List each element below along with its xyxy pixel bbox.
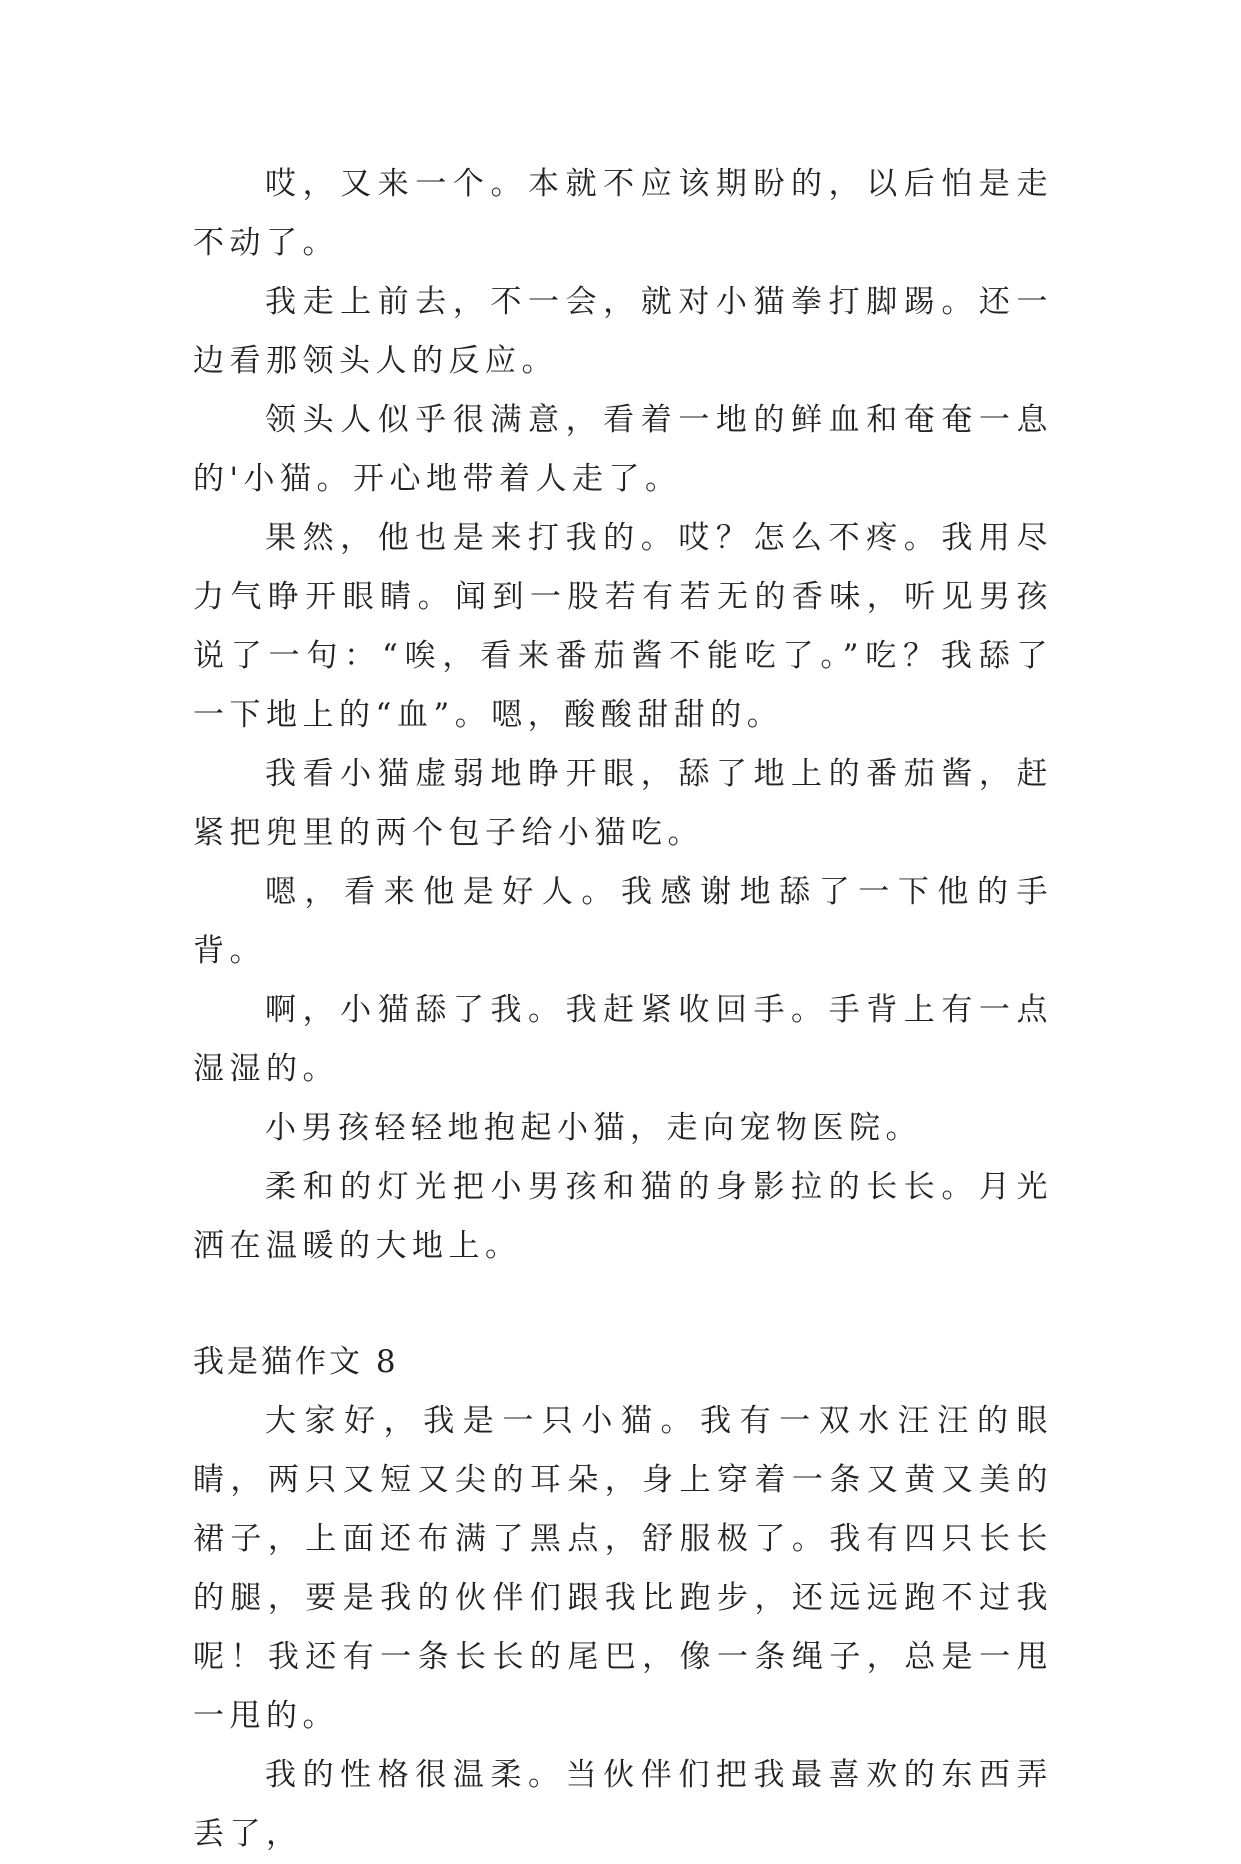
paragraph: 嗯，看来他是好人。我感谢地舔了一下他的手背。 <box>193 874 1053 969</box>
document-body <box>193 155 1053 1864</box>
paragraph: 我的性格很温柔。当伙伴们把我最喜欢的东西弄丢了， <box>193 1757 1053 1852</box>
section-title: 我是猫作文 8 <box>193 1344 399 1380</box>
paragraph: 柔和的灯光把小男孩和猫的身影拉的长长。月光洒在温暖的大地上。 <box>193 1169 1053 1264</box>
paragraph: 小男孩轻轻地抱起小猫，走向宠物医院。 <box>265 1110 922 1146</box>
paragraph: 领头人似乎很满意，看着一地的鲜血和奄奄一息的'小猫。开心地带着人走了。 <box>193 402 1053 497</box>
paragraph: 大家好，我是一只小猫。我有一双水汪汪的眼睛，两只又短又尖的耳朵，身上穿着一条又黄又美的裙子，上面还布满了黑点，舒服极了。我有四只长长的腿，要是我的伙伴们跟我比跑步，还远远跑不过我呢！我还有一条长长的尾巴，像一条绳子，总是一甩一甩的。 <box>193 1403 1053 1734</box>
paragraph: 果然，他也是来打我的。哎？怎么不疼。我用尽力气睁开眼睛。闻到一股若有若无的香味，听见男孩说了一句：“唉，看来番茄酱不能吃了。”吃？我舔了一下地上的“血”。嗯，酸酸甜甜的。 <box>193 520 1053 733</box>
paragraph: 我看小猫虚弱地睁开眼，舔了地上的番茄酱，赶紧把兜里的两个包子给小猫吃。 <box>193 756 1053 851</box>
paragraph: 哎，又来一个。本就不应该期盼的，以后怕是走不动了。 <box>193 166 1053 261</box>
paragraph: 我走上前去，不一会，就对小猫拳打脚踢。还一边看那领头人的反应。 <box>193 284 1053 379</box>
paragraph: 啊，小猫舔了我。我赶紧收回手。手背上有一点湿湿的。 <box>193 992 1053 1087</box>
